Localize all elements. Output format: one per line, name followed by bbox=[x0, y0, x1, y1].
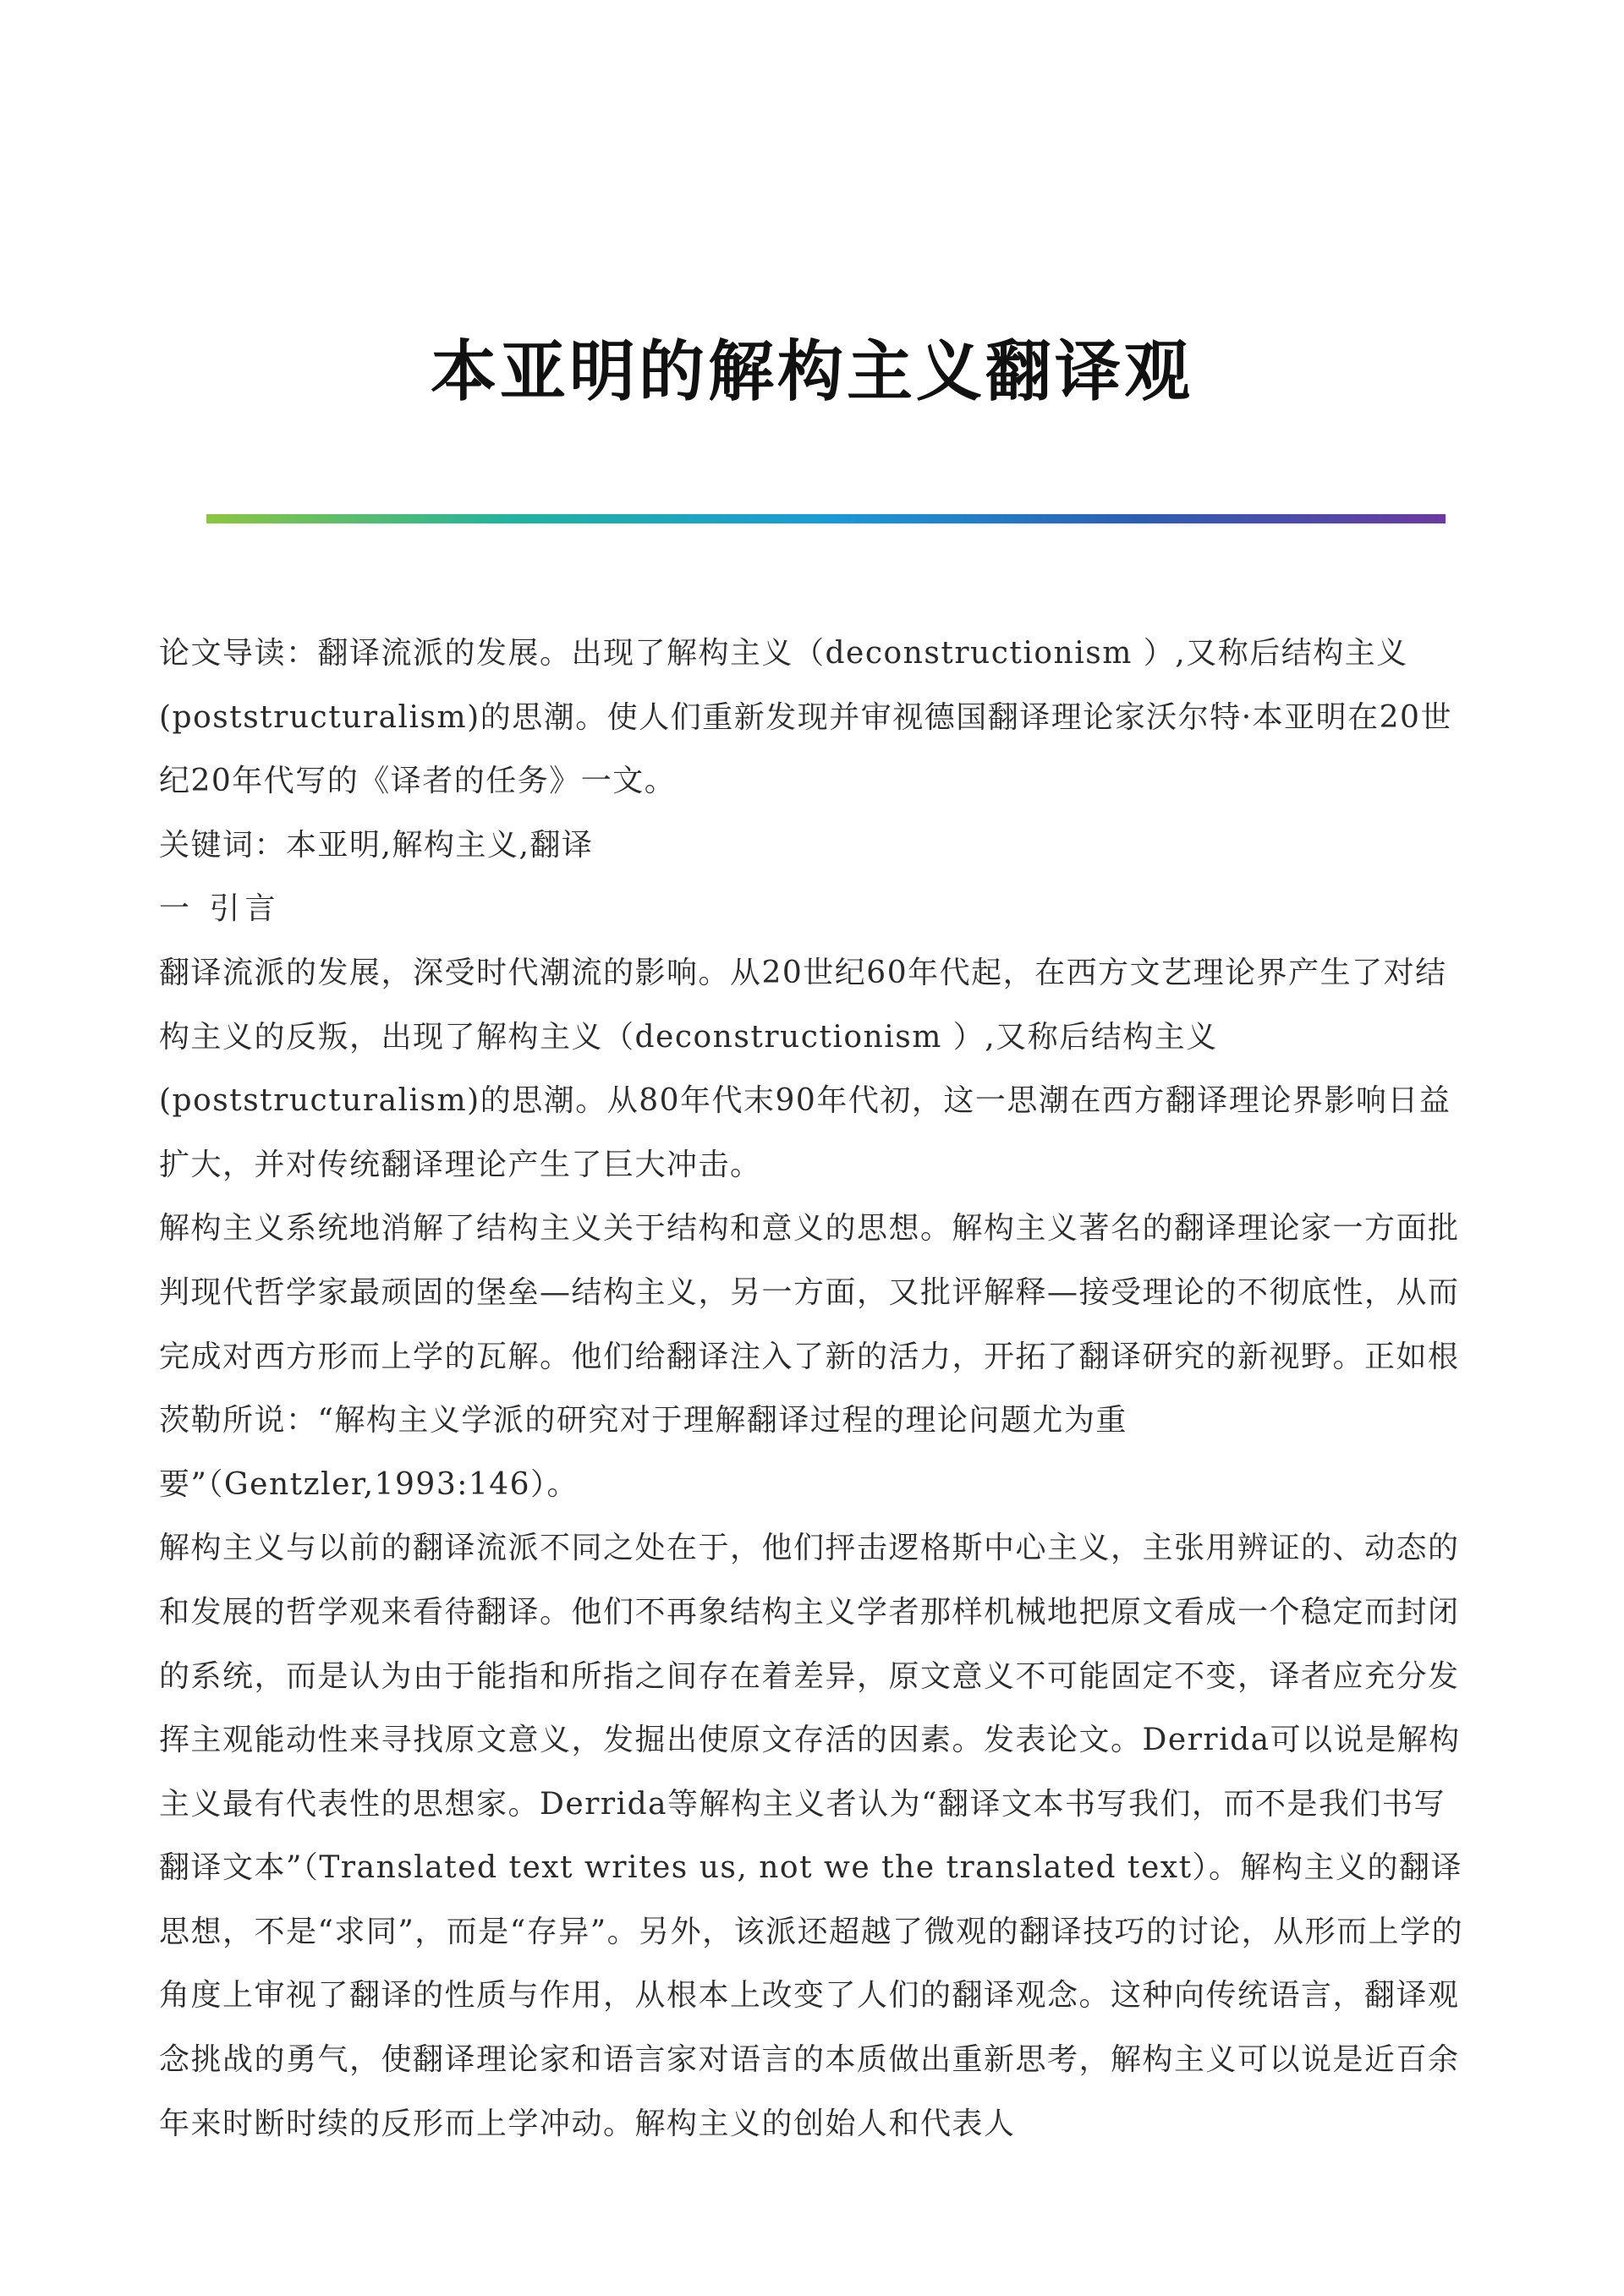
body-paragraph: 翻译流派的发展，深受时代潮流的影响。从20世纪60年代起，在西方文艺理论界产生了对结构主义的反叛，出现了解构主义（deconstructionism ）,又称后结构主义(poststructuralism)的思潮。从80年代末90年代初，这一思潮在西方翻译理论界影响日益扩大，并对传统翻译理论产生了巨大冲击。 bbox=[159, 955, 1451, 1182]
body-paragraph: 解构主义与以前的翻译流派不同之处在于，他们抨击逻格斯中心主义，主张用辨证的、动态的和发展的哲学观来看待翻译。他们不再象结构主义学者那样机械地把原文看成一个稳定而封闭的系统，而是认为由于能指和所指之间存在着差异，原文意义不可能固定不变，译者应充分发挥主观能动性来寻找原文意义，发掘出使原文存活的因素。发表论文。Derrida可以说是解构主义最有代表性的思想家。Derrida等解构主义者认为“翻译文本书写我们，而不是我们书写翻译文本”（Translated text writes us, not we the translated text）。解构主义的翻译思想，不是“求同”，而是“存异”。另外，该派还超越了微观的翻译技巧的讨论，从形而上学的角度上审视了翻译的性质与作用，从根本上改变了人们的翻译观念。这种向传统语言，翻译观念挑战的勇气，使翻译理论家和语言家对语言的本质做出重新思考，解构主义可以说是近百余年来时断时续的反形而上学冲动。解构主义的创始人和代表人 bbox=[159, 1531, 1464, 2141]
title-divider bbox=[206, 514, 1446, 523]
section-heading-introduction: 一 引言 bbox=[159, 891, 281, 927]
document-body bbox=[159, 622, 1474, 2156]
abstract-paragraph: 论文导读：翻译流派的发展。出现了解构主义（deconstructionism ）,又称后结构主义(poststructuralism)的思潮。使人们重新发现并审视德国翻译理论家沃尔特·本亚明在20世纪20年代写的《译者的任务》一文。 bbox=[159, 636, 1452, 799]
keywords-line: 关键词：本亚明,解构主义,翻译 bbox=[159, 827, 594, 863]
body-paragraph: 解构主义系统地消解了结构主义关于结构和意义的思想。解构主义著名的翻译理论家一方面批判现代哲学家最顽固的堡垒—结构主义，另一方面，又批评解释—接受理论的不彻底性，从而完成对西方形而上学的瓦解。他们给翻译注入了新的活力，开拓了翻译研究的新视野。正如根茨勒所说：“解构主义学派的研究对于理解翻译过程的理论问题尤为重要”（Gentzler,1993:146）。 bbox=[159, 1211, 1460, 1502]
page-title: 本亚明的解构主义翻译观 bbox=[430, 333, 1193, 410]
